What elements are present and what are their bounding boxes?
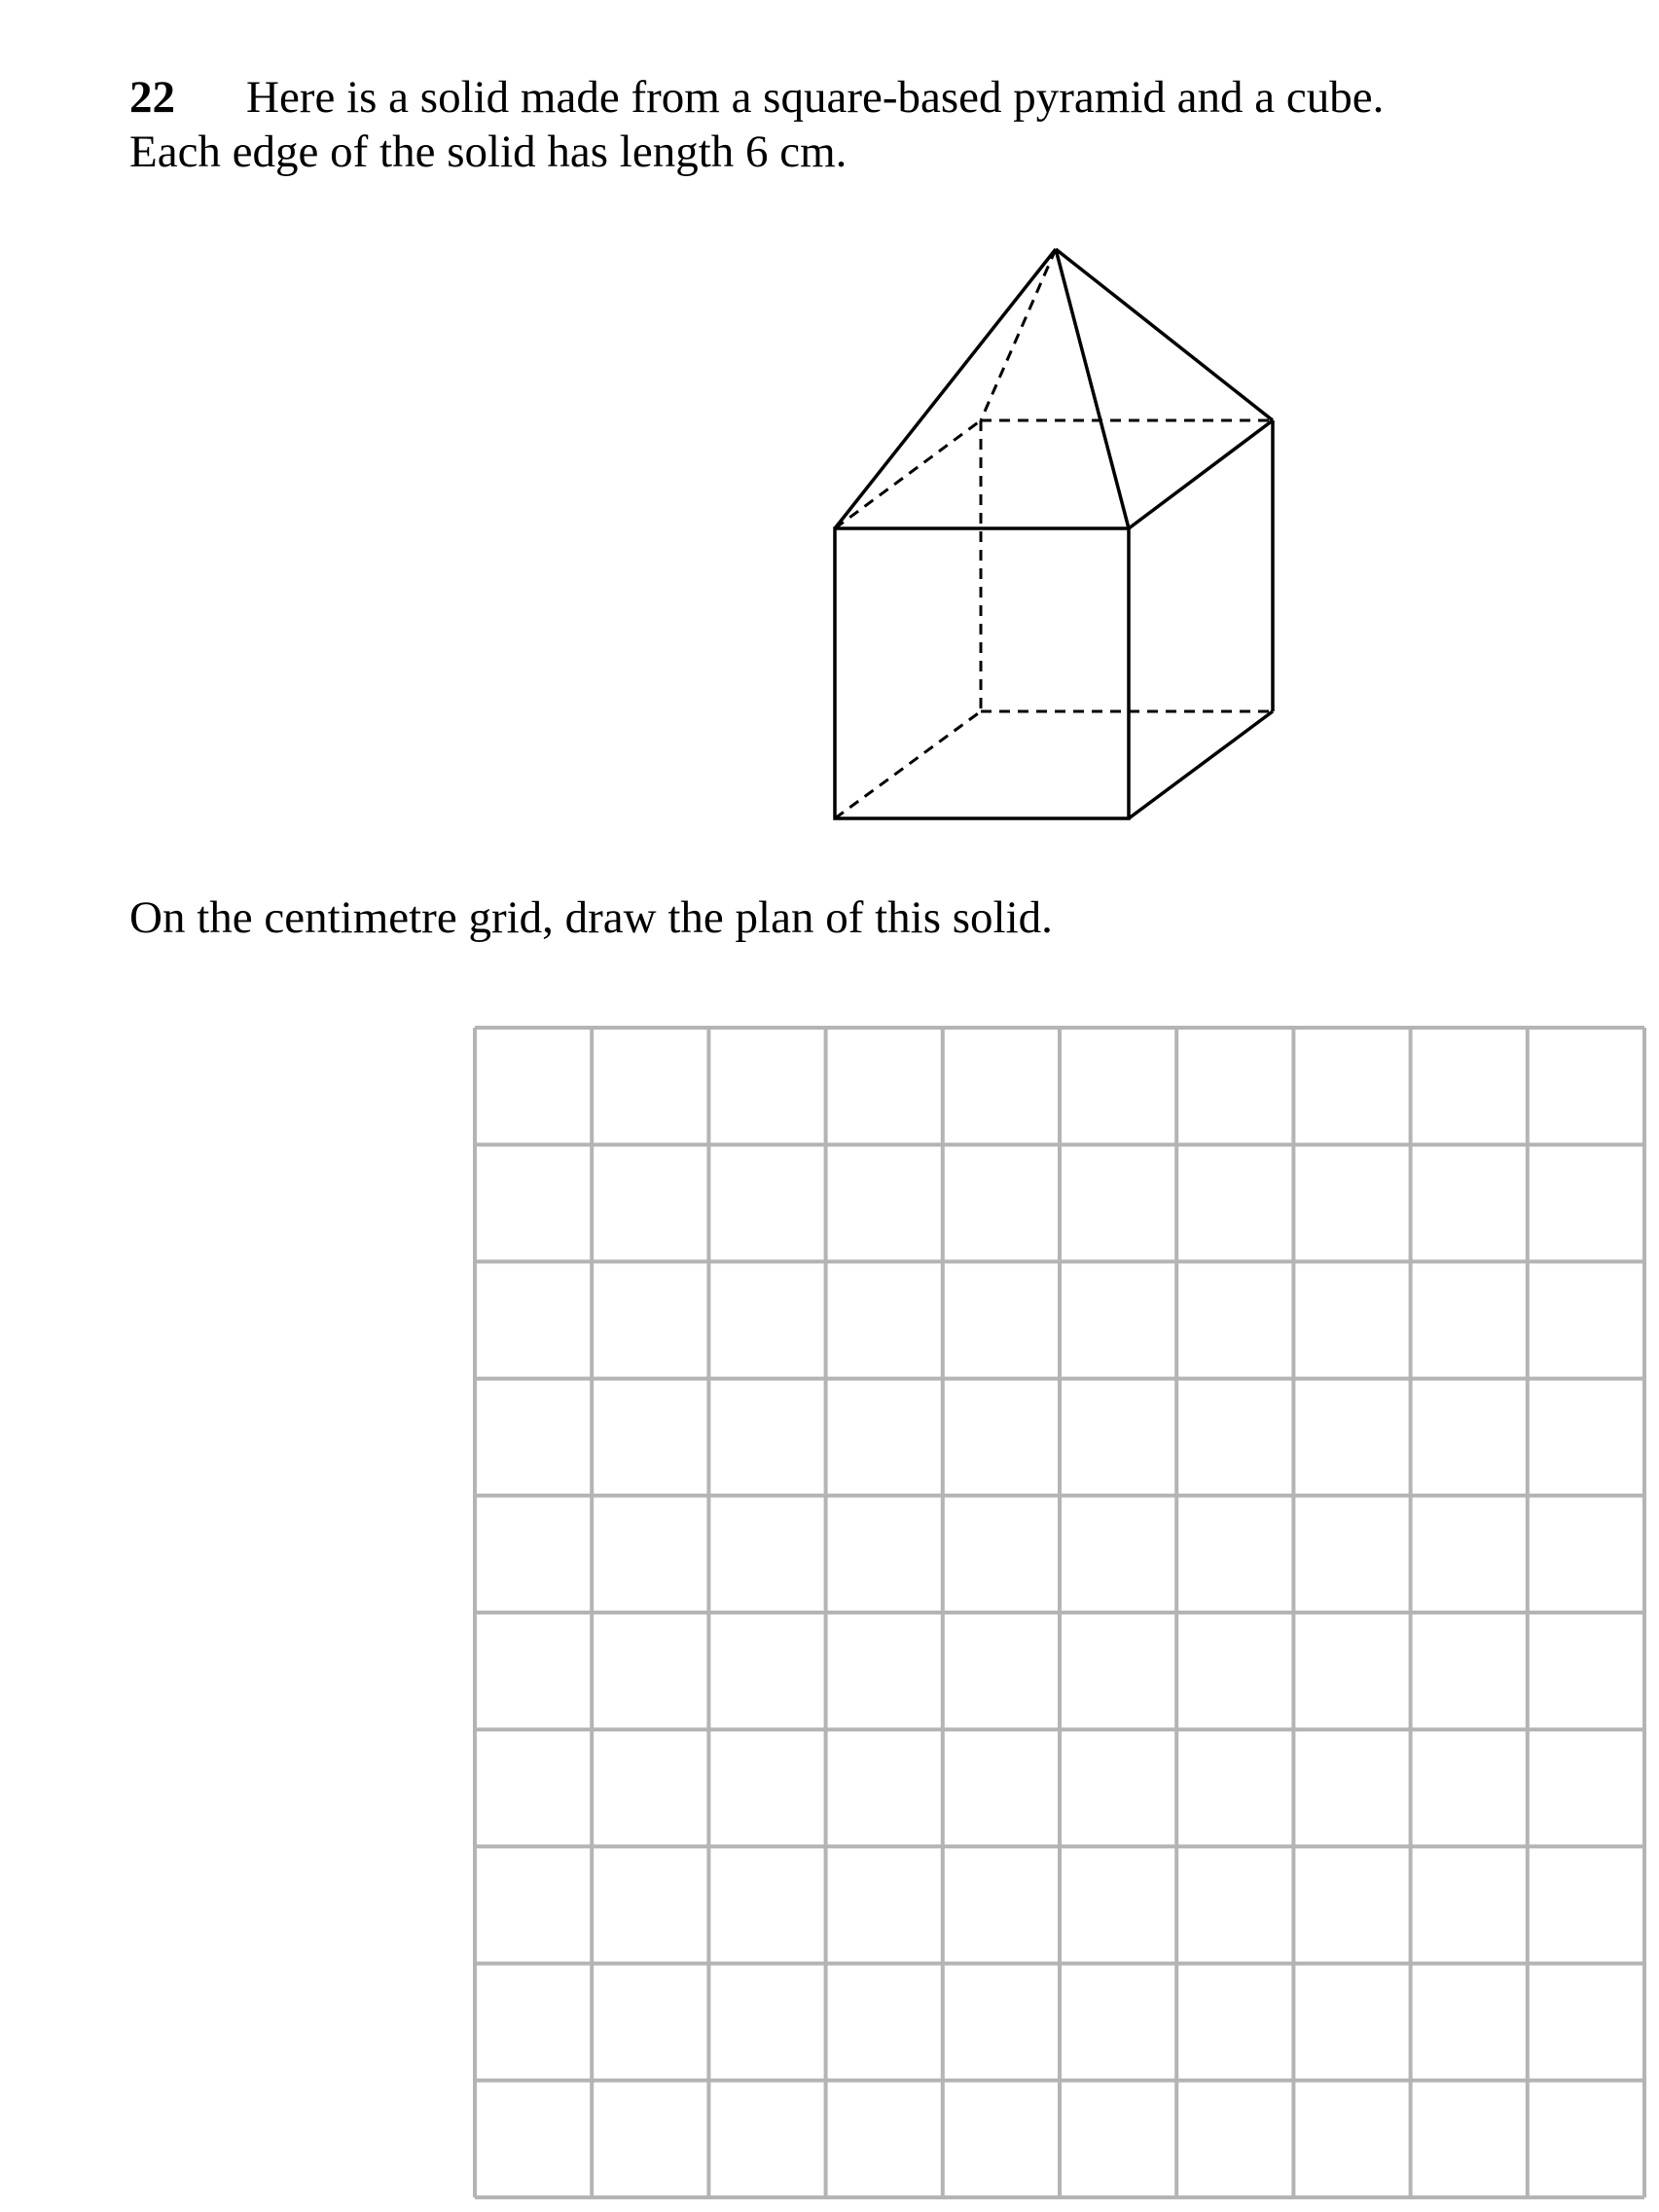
instruction-text: On the centimetre grid, draw the plan of this solid. xyxy=(129,892,1053,943)
question-intro: Here is a solid made from a square-based pyramid and a cube. xyxy=(246,72,1385,123)
edge-info-text: Each edge of the solid has length 6 cm. xyxy=(129,127,848,177)
question-number: 22 xyxy=(129,72,175,123)
